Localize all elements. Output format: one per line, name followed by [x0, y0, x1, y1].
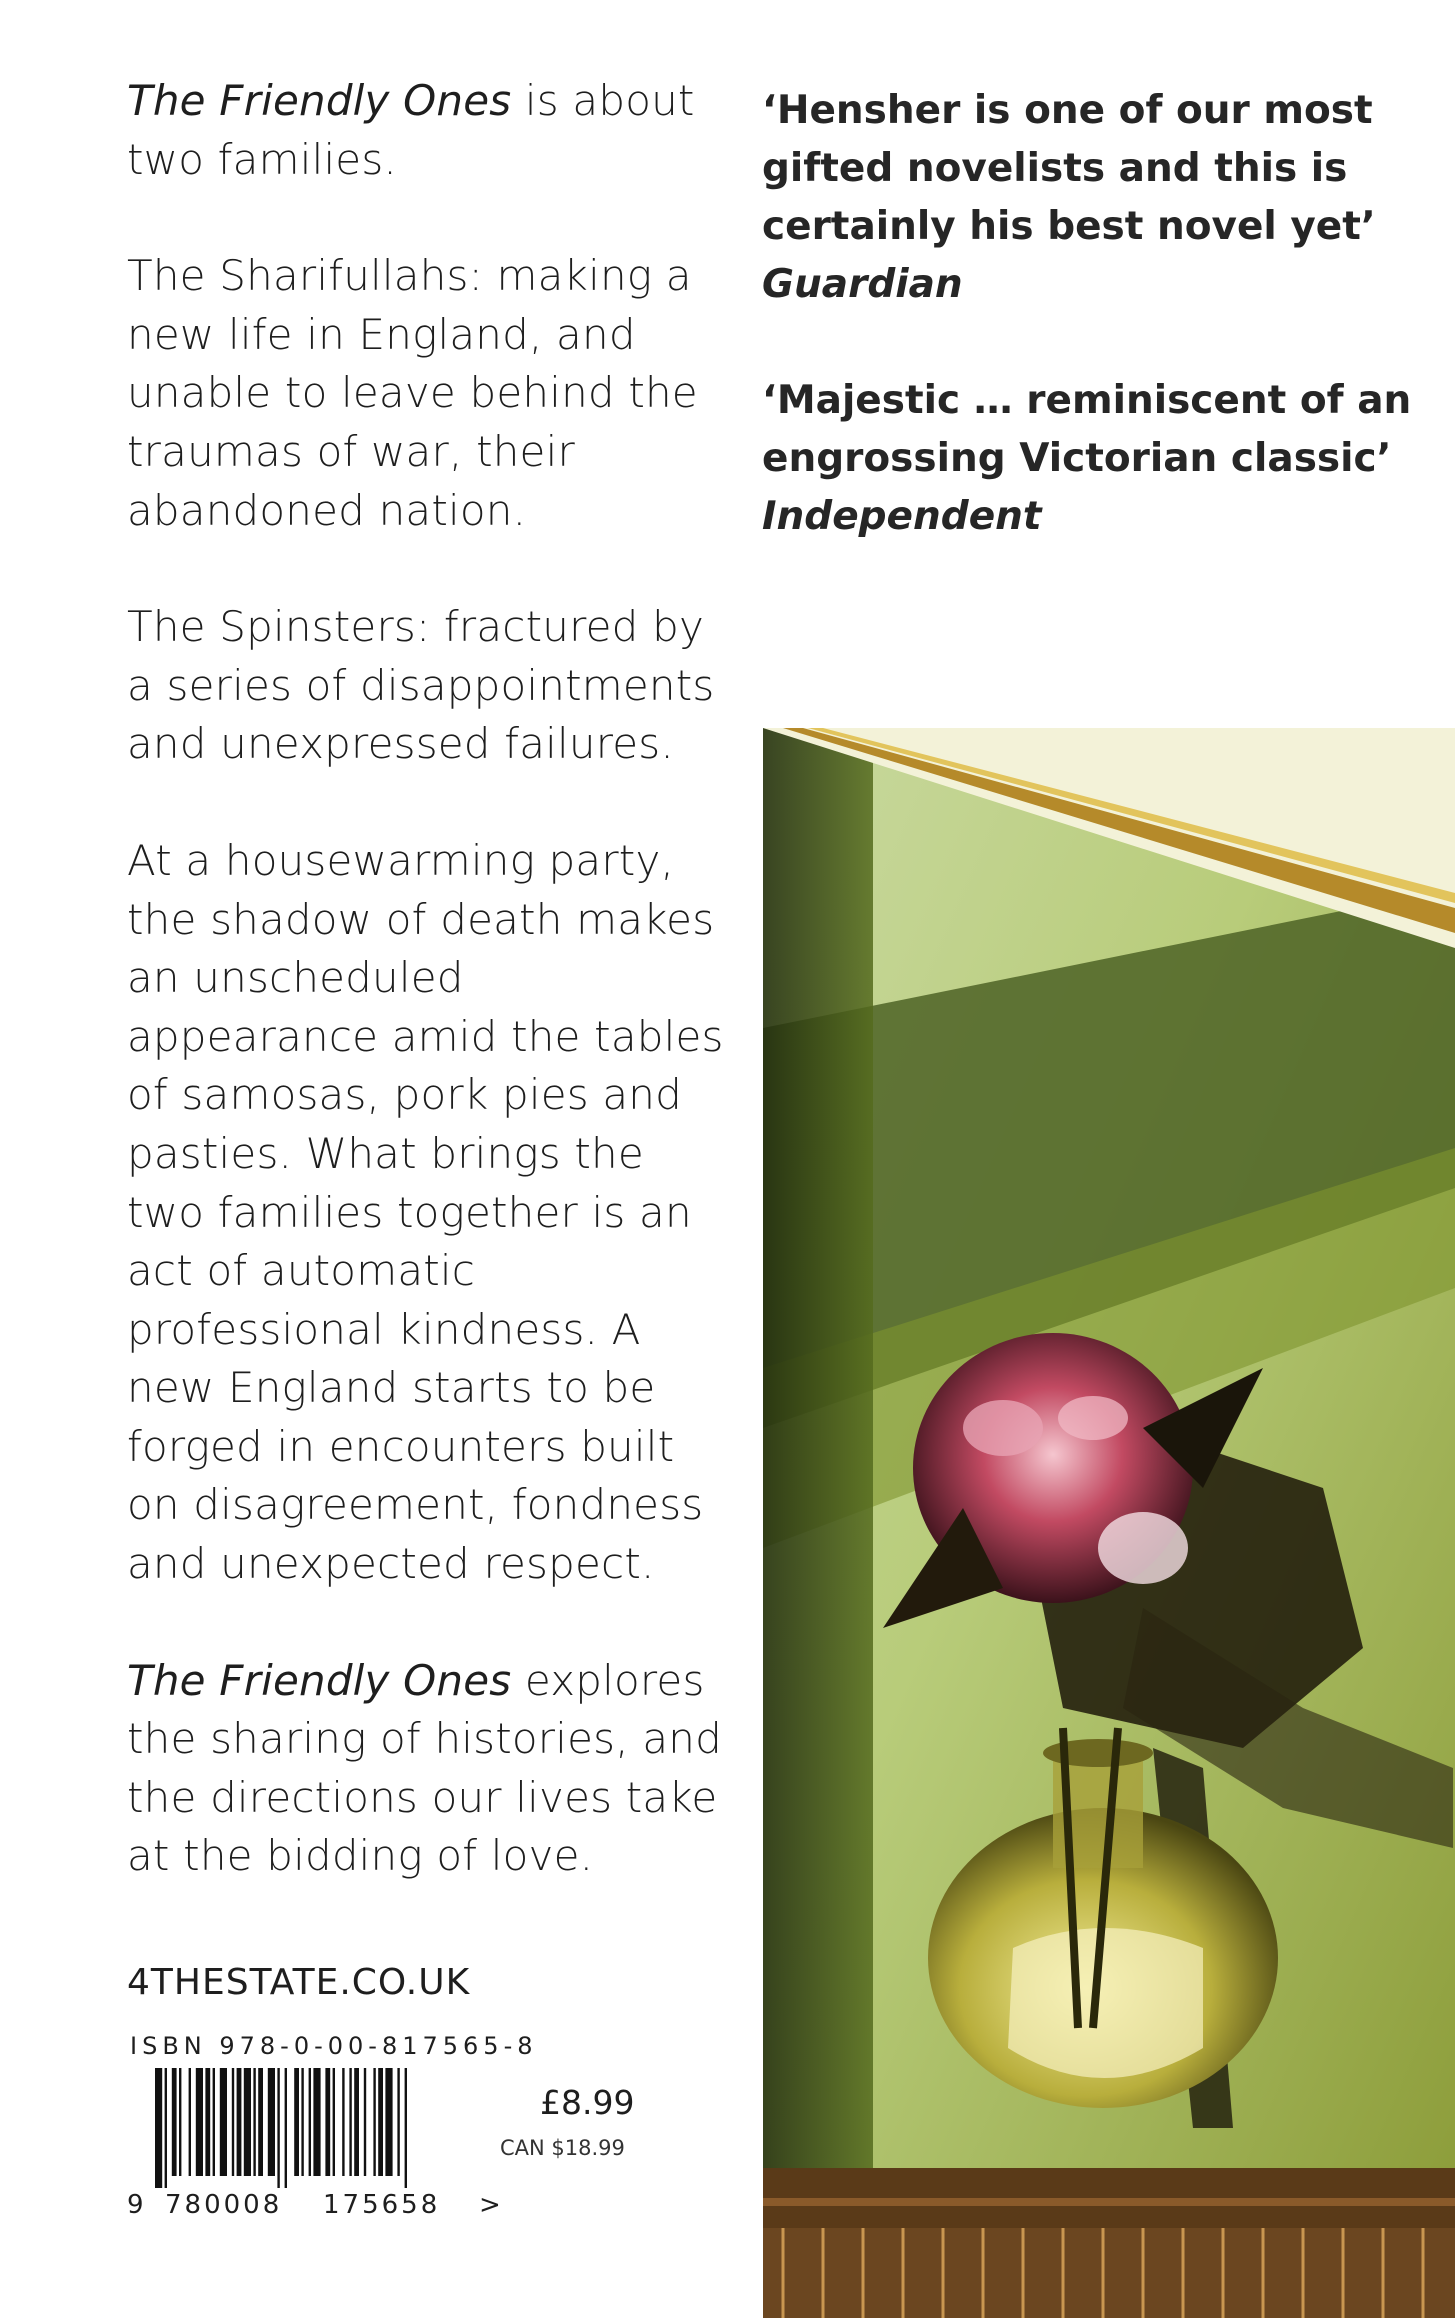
barcode-bar [277, 2068, 279, 2188]
review-quotes [762, 82, 1412, 546]
peony-vase-image [763, 728, 1455, 2318]
review-quote-independent: ‘Majestic … reminiscent of an engrossing Victorian classic’ [762, 378, 1412, 481]
barcode-bar [397, 2068, 399, 2176]
barcode-bar [179, 2068, 181, 2176]
barcode-tail: > [479, 2190, 501, 2220]
blurb [127, 72, 727, 1886]
blurb-text: explores the sharing of histories, and the directions our lives take at the bidding of love. [127, 1655, 722, 1881]
publisher-website[interactable]: 4THESTATE.CO.UK [127, 1962, 471, 2003]
barcode-group-2: 175658 [323, 2190, 441, 2220]
blurb-text: is about two families. [127, 76, 695, 184]
barcode-bar [165, 2068, 167, 2188]
review-quote-guardian: ‘Hensher is one of our most gifted novelists and this is certainly his best novel yet’ [762, 88, 1376, 249]
blurb-paragraph-2: The Sharifullahs: making a new life in England, and unable to leave behind the traumas of war, their abandoned nation. [127, 251, 698, 535]
barcode-bar [405, 2068, 407, 2188]
barcode-bar [220, 2068, 227, 2176]
blurb-paragraph-4: At a housewarming party, the shadow of death makes an unscheduled appearance amid the tables of samosas, pork pies and pasties. What brings the two families together is an act of automatic professional kindness. A new England starts to be forged in encounters built on disagreement, fondness and unexpected respect. [127, 835, 724, 1589]
review-source-independent: Independent [762, 494, 1042, 539]
barcode-bar [213, 2068, 215, 2176]
barcode-bar [313, 2068, 320, 2176]
blurb-paragraph-5 [127, 1652, 727, 1886]
barcode-bar [232, 2068, 234, 2176]
barcode-bar [364, 2068, 366, 2176]
barcode-bar [325, 2068, 330, 2176]
price-can: CAN $18.99 [500, 2136, 625, 2160]
barcode-bar [385, 2068, 392, 2176]
barcode-bar [205, 2068, 210, 2176]
barcode [155, 2068, 480, 2188]
barcode-bar [285, 2068, 287, 2188]
barcode-bar [333, 2068, 335, 2176]
book-title: The Friendly Ones [127, 1655, 512, 1705]
barcode-lead-digit: 9 [127, 2190, 144, 2220]
book-title: The Friendly Ones [127, 76, 512, 125]
barcode-bar [301, 2068, 303, 2176]
barcode-bar [258, 2068, 263, 2176]
barcode-bar [309, 2068, 311, 2176]
barcode-bar [172, 2068, 177, 2176]
barcode-bar [237, 2068, 242, 2176]
barcode-bar [196, 2068, 203, 2176]
barcode-bar [155, 2068, 162, 2188]
barcode-bar [189, 2068, 191, 2176]
barcode-bar [294, 2068, 299, 2176]
barcode-bar [354, 2068, 359, 2176]
barcode-bar [373, 2068, 375, 2176]
barcode-digits [127, 2190, 507, 2226]
blurb-paragraph-3: The Spinsters: fractured by a series of disappointments and unexpressed failures. [127, 602, 715, 769]
barcode-group-1: 780008 [165, 2190, 283, 2220]
barcode-bar [268, 2068, 275, 2176]
isbn-label: ISBN 978-0-00-817565-8 [130, 2032, 538, 2060]
barcode-bar [349, 2068, 351, 2176]
blurb-paragraph-1 [127, 72, 727, 189]
barcode-bar [342, 2068, 344, 2176]
barcode-bar [253, 2068, 255, 2176]
review-source-guardian: Guardian [762, 262, 963, 307]
price-uk: £8.99 [540, 2083, 635, 2122]
barcode-bar [378, 2068, 383, 2176]
barcode-bar [244, 2068, 251, 2176]
cover-photo [763, 728, 1455, 2318]
